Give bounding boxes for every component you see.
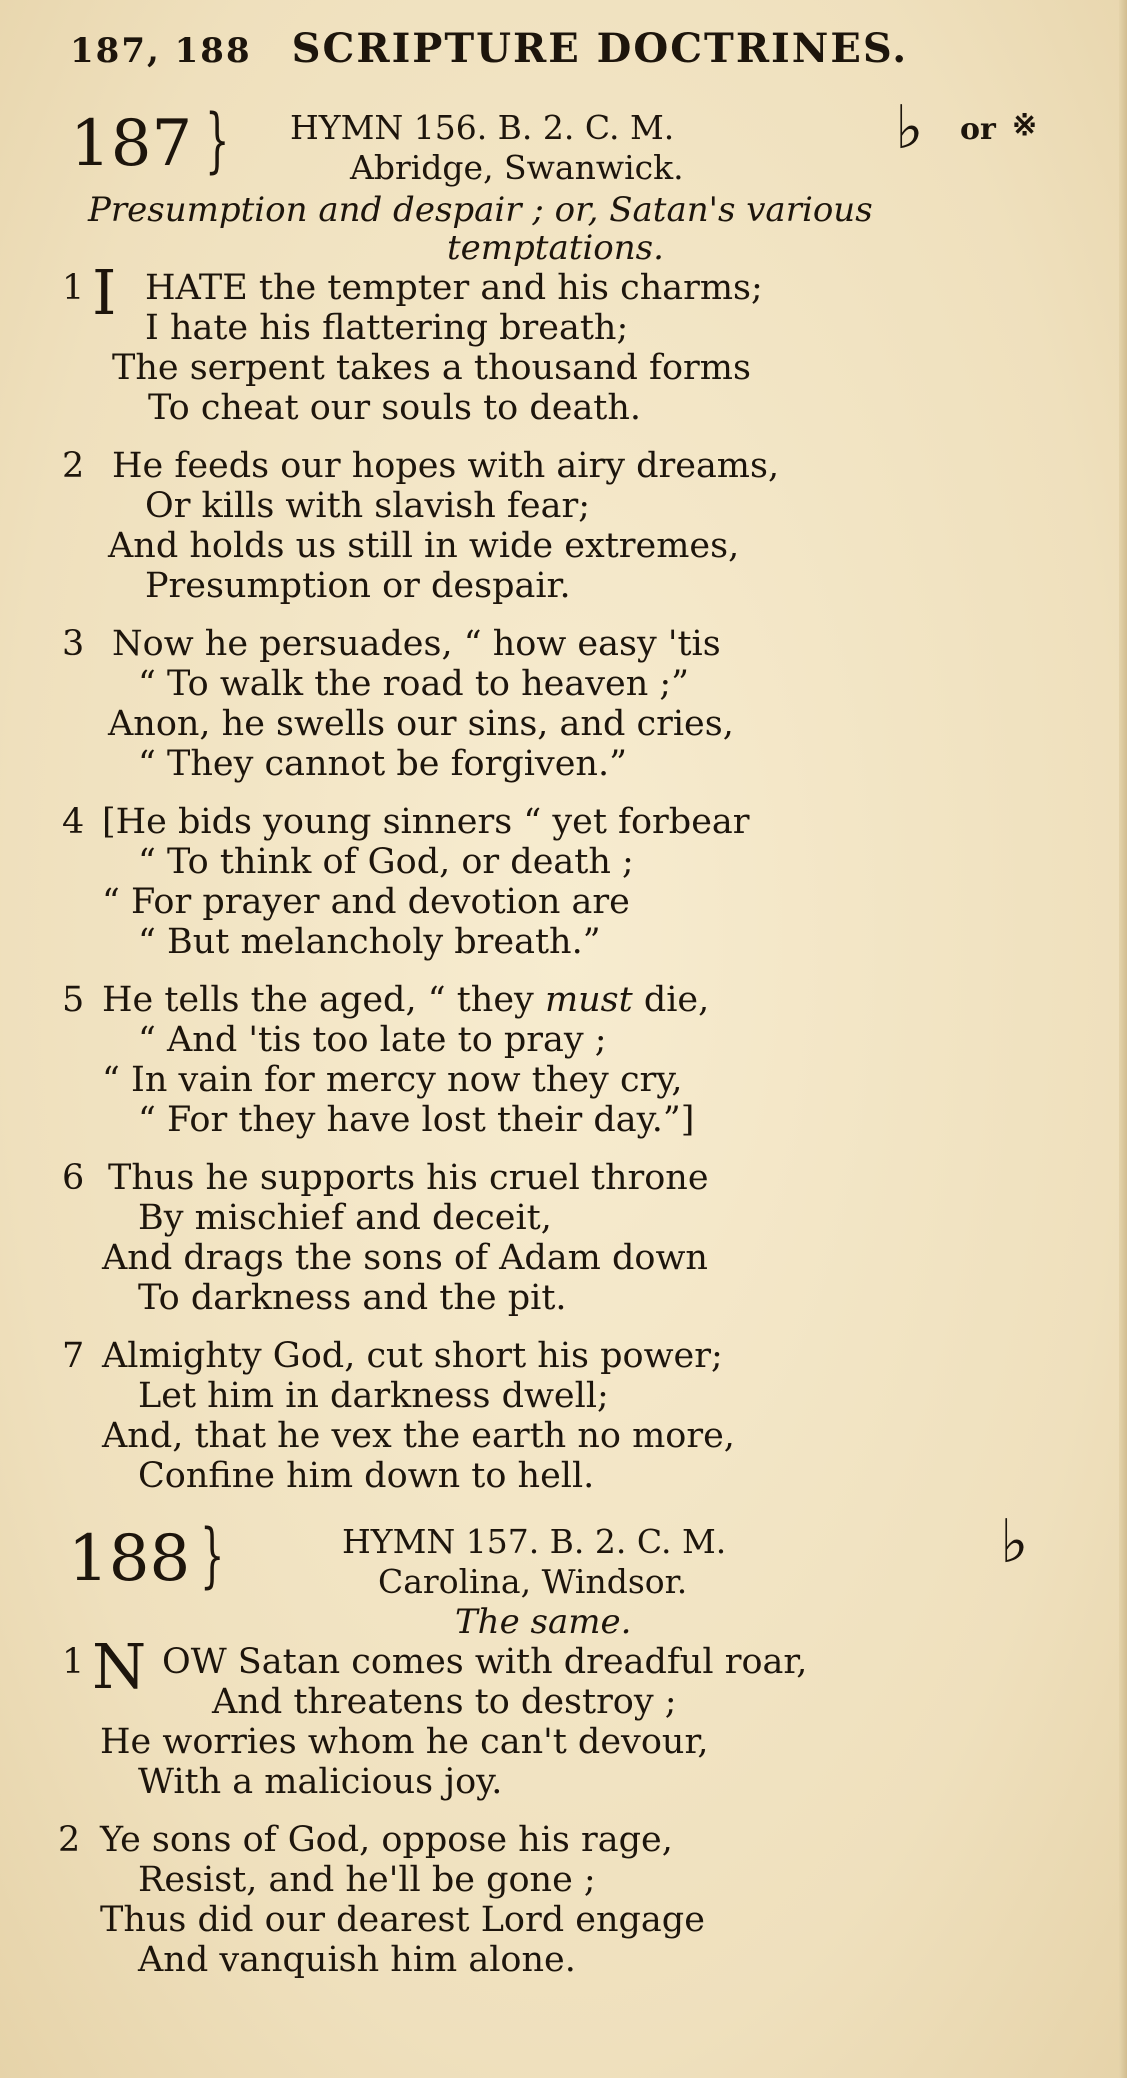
verse-line: And holds us still in wide extremes, [108, 526, 740, 566]
verse-line: He tells the aged, “ they must die, [102, 980, 710, 1020]
brace-icon: } [205, 99, 230, 181]
hymn-heading: HYMN 157. B. 2. C. M. [342, 1522, 727, 1561]
verse-line: Ye sons of God, oppose his rage, [100, 1820, 673, 1860]
verse-line: Now he persuades, “ how easy 'tis [112, 624, 721, 664]
tune-names: Carolina, Windsor. [378, 1562, 688, 1601]
page-numbers: 187, 188 [70, 31, 252, 71]
verse-number: 1 [62, 1642, 85, 1682]
verse-line: Thus he supports his cruel throne [108, 1158, 709, 1198]
brace-icon: } [200, 1514, 225, 1596]
flat-icon: ♭ [1000, 1507, 1029, 1577]
verse-line: “ For prayer and devotion are [102, 882, 630, 922]
flat-icon: ♭ [895, 93, 924, 163]
running-head [70, 25, 908, 72]
verse-line: The serpent takes a thousand forms [112, 348, 751, 388]
verse-line: Confine him down to hell. [138, 1456, 595, 1496]
verse-line: He feeds our hopes with airy dreams, [112, 446, 780, 486]
verse-line: Anon, he swells our sins, and cries, [108, 704, 734, 744]
verse-line: “ To walk the road to heaven ;” [138, 664, 690, 704]
hymn-heading: HYMN 156. B. 2. C. M. [290, 108, 675, 147]
hymn-subject: Presumption and despair ; or, Satan's various [88, 190, 873, 230]
verse-line: “ In vain for mercy now they cry, [102, 1060, 683, 1100]
hymn-subject: The same. [455, 1602, 632, 1642]
verse-line: OW Satan comes with dreadful roar, [162, 1642, 808, 1682]
verse-line: “ But melancholy breath.” [138, 922, 601, 962]
verse-line: “ To think of God, or death ; [138, 842, 634, 882]
key-or: or [960, 112, 996, 147]
verse-line: And, that he vex the earth no more, [102, 1416, 735, 1456]
hymn-subject-cont: temptations. [447, 228, 664, 268]
verse-line: By mischief and deceit, [138, 1198, 552, 1238]
verse-line: HATE the tempter and his charms; [145, 268, 763, 308]
verse-line: He worries whom he can't devour, [100, 1722, 709, 1762]
running-title: SCRIPTURE DOCTRINES. [291, 25, 909, 72]
verse-line: “ They cannot be forgiven.” [138, 744, 627, 784]
hymn-number: 187 [70, 107, 193, 181]
hymn-number: 188 [68, 1522, 191, 1596]
verse-line: Presumption or despair. [145, 566, 571, 606]
verse-line: And vanquish him alone. [138, 1940, 576, 1980]
verse-line: Thus did our dearest Lord engage [100, 1900, 705, 1940]
verse-line: Resist, and he'll be gone ; [138, 1860, 596, 1900]
verse-line: I hate his flattering breath; [145, 308, 629, 348]
key-symbol-icon: ※ [1012, 108, 1038, 143]
emphasis-word: must [544, 980, 633, 1020]
drop-cap: N [92, 1630, 147, 1703]
verse-number: 7 [62, 1336, 85, 1376]
verse-line: Almighty God, cut short his power; [102, 1336, 723, 1376]
verse-number: 4 [62, 802, 85, 842]
verse-line: “ For they have lost their day.”] [138, 1100, 695, 1140]
verse-line: With a malicious joy. [138, 1762, 503, 1802]
verse-line: And threatens to destroy ; [212, 1682, 677, 1722]
verse-line: [He bids young sinners “ yet forbear [102, 802, 750, 842]
tune-names: Abridge, Swanwick. [350, 148, 684, 187]
verse-line: “ And 'tis too late to pray ; [138, 1020, 607, 1060]
verse-number: 2 [58, 1820, 81, 1860]
verse-number: 6 [62, 1158, 85, 1198]
verse-line: To darkness and the pit. [138, 1278, 567, 1318]
verse-number: 2 [62, 446, 85, 486]
drop-cap: I [92, 256, 117, 329]
verse-number: 5 [62, 980, 85, 1020]
verse-number: 3 [62, 624, 85, 664]
verse-number: 1 [62, 268, 85, 308]
verse-line: To cheat our souls to death. [148, 388, 642, 428]
verse-line: Let him in darkness dwell; [138, 1376, 609, 1416]
verse-line: And drags the sons of Adam down [102, 1238, 708, 1278]
verse-line: Or kills with slavish fear; [145, 486, 590, 526]
page-edge [1119, 0, 1127, 2078]
